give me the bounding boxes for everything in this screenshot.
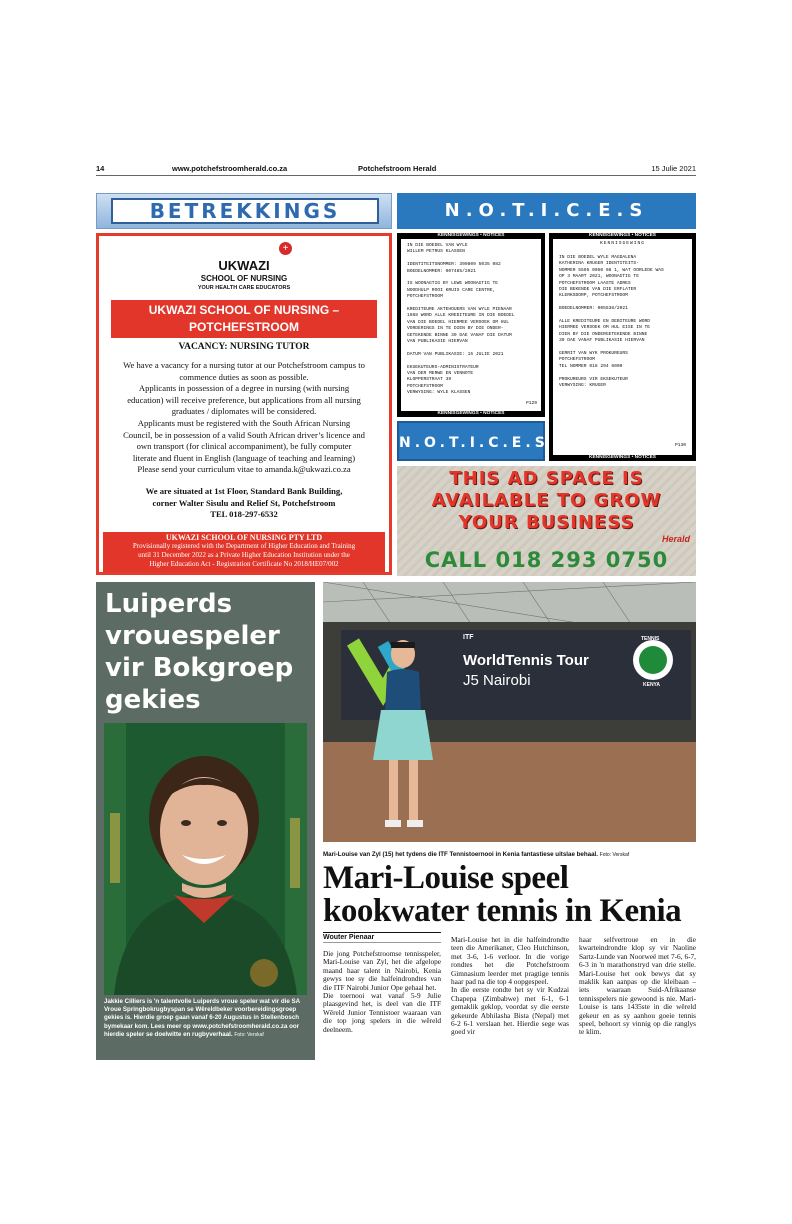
ukwazi-address: [105, 486, 383, 521]
notice-line: GETEKENDE BINNE 30 DAE VANAF DIE DATUM: [407, 332, 512, 338]
issue-date: 15 Julie 2021: [651, 164, 696, 173]
ukwazi-brand: UKWAZI: [218, 258, 270, 273]
vacancy-line: commence duties as soon as possible.: [179, 371, 309, 382]
herald-brand: Herald: [661, 534, 690, 544]
byline: Wouter Pienaar: [323, 932, 441, 943]
notice-line: VERWYSING: WYLE KLASSEN: [407, 390, 471, 396]
player-caption: [104, 998, 310, 1039]
vacancy-line: Applicants must be registered with the South African Nursing: [137, 417, 351, 428]
notice-heading: KENNISGEWING: [599, 241, 646, 246]
article-column-1: Die jong Potchefstroomse tennisspeler, Mari-Louise van Zyl, het die afgelope maand haar talent in Nairobi, Kenia gewys toe sy die halfeindrondtes van die ITF Nairobi Junior Ope gehaal het. Die toernooi wat vanaf 5-9 Julie plaasgevind het, is deel van die ITF Wêreld Junior Tennistoer waaraan van die top jong spelers in die wêreld deelneem.: [323, 949, 441, 1034]
ukwazi-vacancy-ad: [96, 233, 392, 575]
ukwazi-registration-footer: [103, 532, 385, 572]
ukwazi-tagline: YOUR HEALTH CARE EDUCATORS: [197, 285, 291, 291]
photo-credit: Foto: Verskaf: [234, 1031, 264, 1038]
player-portrait-illustration: [104, 723, 307, 995]
notice-line: 30 DAE VANAF PUBLIKASIE HIERVAN: [559, 338, 645, 344]
tennis-caption: [323, 851, 696, 858]
vacancy-title: VACANCY: NURSING TUTOR: [178, 342, 310, 352]
betrekkings-banner: [96, 193, 392, 229]
tennis-photo: [323, 582, 696, 842]
betrekkings-title: BETREKKINGS: [111, 198, 379, 224]
site-url[interactable]: www.potchefstroomherald.co.za: [172, 164, 288, 173]
notice-top-bar: KENNISGEWINGS • NOTICES: [401, 233, 541, 239]
footer-line: Provisionally registered with the Department of Higher Education and Training: [132, 542, 356, 550]
notice-line: 1988 WORD ALLE KREDITEURE IN DIE BOEDEL: [407, 313, 515, 319]
vacancy-line: Council, be in possession of a valid South African driver’s licence and: [123, 429, 365, 440]
notice-line: DATUM VAN PUBLIKASIE: 15 JULIE 2021: [407, 351, 504, 357]
ad-call-number[interactable]: CALL 018 293 0750: [424, 548, 669, 572]
address-line: We are situated at 1st Floor, Standard Bank Building,: [145, 486, 343, 496]
notice-line: IN DIE BOEDEL VAN WYLE: [407, 243, 468, 248]
ukwazi-telephone: TEL 018-297-6532: [210, 509, 278, 520]
notice-line: POTCHEFSTROOM: [407, 383, 443, 389]
address-line: corner Walter Sisulu and Relief St, Potchefstroom: [152, 497, 336, 508]
headline-line-1: Mari-Louise speel: [323, 860, 569, 896]
itf-label: ITF: [463, 634, 474, 641]
ad-line-3: YOUR BUSINESS: [458, 512, 635, 533]
headline-line-2: kookwater tennis in Kenia: [323, 893, 682, 929]
vacancy-line: literate and fluent in English (language of teaching and learning): [132, 452, 356, 463]
ad-line-2: AVAILABLE TO GROW: [431, 490, 662, 511]
vacancy-line: We have a vacancy for a nursing tutor at our Potchefstroom campus to: [123, 360, 365, 370]
banner-kenya: KENYA: [643, 682, 661, 688]
notice-line: WILLEM PETRUS KLASSEN: [407, 249, 465, 255]
notice-line: KLERKSDORP, POTCHEFSTROOM: [559, 293, 628, 299]
notice-ref: P129: [525, 401, 537, 406]
plus-cross-icon: +: [279, 242, 292, 255]
notice-line: VAN PUBLIKASIE HIERVAN: [407, 339, 468, 345]
notice-line: VAN DIE BOEDEL HIERMEE VERSOEK OM HUL: [407, 319, 509, 325]
notice-line: EKSEKUTEURS-ADMINISTRATEUR: [407, 364, 479, 370]
notice-line: HIERMEE VERSOEK OM HUL EISE IN TE: [559, 325, 650, 331]
page-number: 14: [96, 164, 105, 173]
article-column-3: haar selfvertroue en in die kwarteindrondte klop sy vir Naoline Sartz-Lunde van Noorweë met 7-6, 6-7, 6-3 in 'n marathonstryd van drie stelle. Mari-Louise het ook bewys dat sy maklik kan aanpas op die kleibaan – iets waaraan Suid-Afrikaanse tennisspelers nie gewoond is nie. Mari-Louise is tans 1435ste in die wêreld gekeur en as sy aanhou goeie tennis speel, behoort sy vinnig op die ranglys te klim.: [579, 935, 696, 1037]
notice-line: BOEDELNOMMER: 007485/2021: [407, 268, 476, 274]
player-caption-text: Jakkie Cilliers is 'n talentvolle Luiperds vroue speler wat vir die SA Vroue Springbokrugbyspan se Wêreldbeker voorbereidingsgroep gekies is. Hierdie groep gaan vanaf 6-20 Augustus in Stellenbosch bymekaar kom. Lees meer op www.potchefstroomherald.co.za oor hierdie speler se doelwitte en rugbyverhaal.: [104, 998, 300, 1038]
notice-line: NOODHULP ROOI KRUIS CARE CENTRE,: [407, 287, 496, 293]
notice-bottom-bar: KENNISGEWINGS • NOTICES: [553, 455, 692, 461]
player-photo: [104, 723, 307, 995]
notice-line: TEL NOMMER 018 294 6000: [559, 363, 623, 369]
notice-line: VERWYSING: KRUGER: [559, 383, 606, 389]
notice-line: KATHERINA KRUGER IDENTITEITS-: [559, 261, 639, 267]
vacancy-body: [105, 360, 383, 476]
notice-line: POTCHEFSTROOM: [407, 294, 443, 300]
footer-line: until 31 December 2022 as a Private Higher Education Institution under the: [138, 551, 350, 559]
tennis-headline: [323, 862, 696, 928]
tennis-caption-text: Mari-Louise van Zyl (15) het tydens die ITF Tennistoernooi in Kenia fantastiese uitslae behaal.: [323, 851, 598, 858]
ukwazi-title-2: POTCHEFSTROOM: [189, 320, 299, 334]
sport-headline: Luiperds vrouespeler vir Bokgroep gekies: [105, 589, 294, 715]
notice-bottom-bar: KENNISGEWINGS • NOTICES: [401, 411, 541, 417]
vacancy-line: education) will receive preference, but applications from all nursing: [127, 394, 361, 405]
notice-line: IDENTITEITSNOMMER: 390809 5035 082: [407, 262, 501, 268]
notice-line: KREDITEURE AKTEHOUERS VAN WYLE PIENAAR: [407, 307, 512, 313]
vacancy-line: graduates / diplomates will be considered.: [171, 406, 317, 417]
notice-line: POTCHEFSTROOM: [559, 357, 595, 363]
notice-line: DIEN BY DIE ONDERGETEKENDE BINNE: [559, 331, 648, 337]
notice-line: BOEDELNOMMER: 005538/2021: [559, 306, 628, 312]
vacancy-line: own transport (for clinical accompaniment), be fully computer: [136, 441, 352, 452]
notice-top-bar: KENNISGEWINGS • NOTICES: [553, 233, 692, 239]
notice-ref: P130: [674, 443, 686, 448]
vacancy-line[interactable]: Please send your curriculum vitae to amanda.k@ukwazi.co.za: [137, 464, 351, 475]
notice-line: VORDERINGS IN TE DIEN BY DIE ONDER-: [407, 326, 504, 332]
ukwazi-title-bar: [111, 300, 377, 338]
estate-notice-kruger: [549, 233, 696, 461]
notice-line: ALLE KREDITEURE EN DEBITEURE WORD: [559, 319, 650, 325]
notice-line: DIE BEKENDE VAN DIE ERFLATER: [559, 287, 637, 293]
notices-banner: N.O.T.I.C.E.S: [397, 193, 696, 229]
ukwazi-title-1: UKWAZI SCHOOL OF NURSING –: [148, 303, 340, 317]
ukwazi-school: SCHOOL OF NURSING: [200, 274, 288, 283]
footer-title: UKWAZI SCHOOL OF NURSING PTY LTD: [165, 533, 323, 542]
notice-line: NOMMER 5505 0050 08 1, WAT OORLEDE WAS: [559, 267, 664, 273]
ad-line-1: THIS AD SPACE IS: [449, 468, 644, 489]
footer-line: Higher Education Act - Registration Certificate No 2018/HE07/002: [149, 560, 339, 568]
notice-text: [559, 255, 686, 389]
banner-line-2: J5 Nairobi: [463, 672, 531, 689]
notices-small-banner: N.O.T.I.C.E.S: [397, 421, 545, 461]
banner-tennis: TENNIS: [641, 636, 660, 642]
article-column-2: Mari-Louise het in die halfeindrondte teen die Amerikaner, Cleo Hutchinson, met 3-6, 1-6 verloor. In die vorige rondtes het die Potchefstroom Gimnasium leerder met pragtige tennis haar pad na die top 4 oopgespeel. In die eerste rondte het sy vir Kudzai Chapepa (Zimbabwe) met 6-1, 6-1 gemaklik geklop, voordat sy die eerste gekeurde Abhilasha Bista (Nepal) met 6-2 6-1 verslaan het. Hierdie sege was goed vir: [451, 935, 569, 1037]
notice-line: GERRIT VAN WYK PROKUREURS: [559, 351, 628, 357]
page-header: [96, 162, 696, 176]
banner-line-1: WorldTennis Tour: [463, 652, 589, 669]
vacancy-line: Applicants in possession of a degree in nursing (with nursing: [138, 383, 350, 394]
notice-line: KLOPPERSTRAAT 39: [407, 377, 452, 383]
notice-line: VAN DER MERWE EN VENNOTE: [407, 371, 474, 377]
notice-line: POTCHEFSTROOM LAASTE ADRES: [559, 280, 631, 286]
photo-credit: Foto: Verskaf: [599, 852, 630, 858]
notice-line: PROKUREURS VIR EKSEKUTEUR: [559, 376, 628, 382]
paper-name: Potchefstroom Herald: [358, 164, 437, 173]
notice-text: [407, 243, 535, 397]
tennis-scene-illustration: [323, 582, 696, 842]
estate-notice-klassen: [397, 233, 545, 417]
notice-line: IN DIE BOEDEL WYLE MAGDALENA: [559, 255, 637, 260]
notice-line: IS WOONAGTIG BY LEWE WOONAGTIG TE: [407, 281, 498, 287]
ad-space-promo: [397, 466, 696, 576]
notice-line: OP 3 MAART 2021, WOONAGTIG TE: [559, 274, 639, 280]
